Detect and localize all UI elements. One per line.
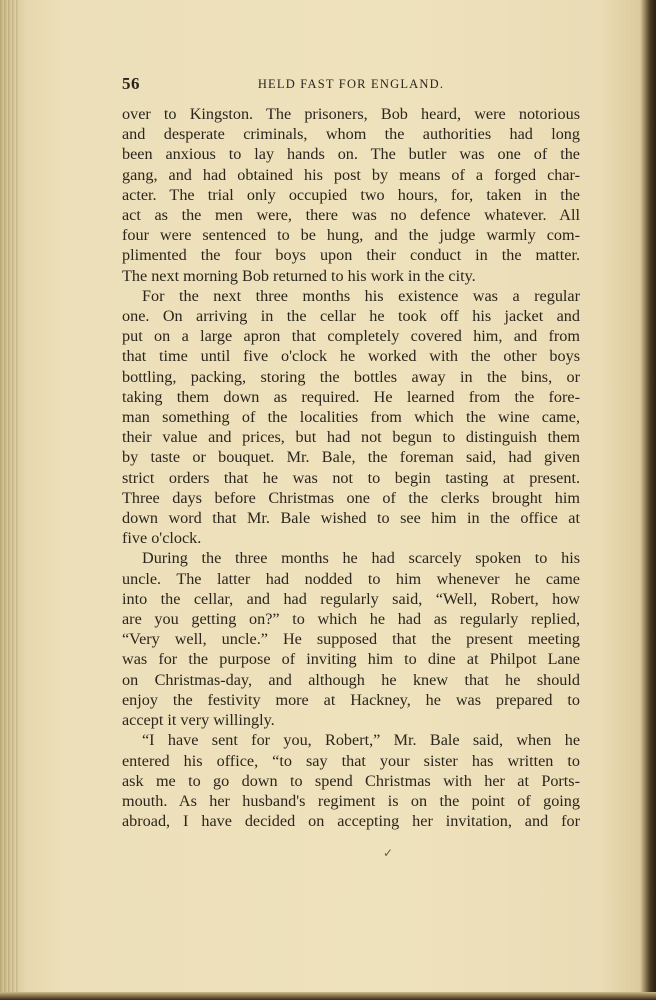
text-line: plimented the four boys upon their conduct in the matter. <box>122 246 580 265</box>
body-text <box>122 104 580 831</box>
text-line: “Very well, uncle.” He supposed that the present meeting <box>122 630 580 649</box>
text-line: The next morning Bob returned to his work in the city. <box>122 266 476 285</box>
text-line: their value and prices, but had not begun to distinguish them <box>122 428 580 447</box>
text-line: entered his office, “to say that your sister has written to <box>122 751 580 770</box>
text-line: accept it very willingly. <box>122 711 275 730</box>
text-line: four were sentenced to be hung, and the judge warmly com- <box>122 226 580 245</box>
page-gutter <box>0 0 18 1000</box>
text-line: taking them down as required. He learned from the fore- <box>122 387 580 406</box>
text-line: act as the men were, there was no defence whatever. All <box>122 206 580 225</box>
page-number: 56 <box>122 74 140 93</box>
text-line: gang, and had obtained his post by means of a forged char- <box>122 165 580 184</box>
text-line: mouth. As her husband's regiment is on the point of going <box>122 791 580 810</box>
text-line: Three days before Christmas one of the clerks brought him <box>122 488 580 507</box>
text-line: and desperate criminals, whom the authorities had long <box>122 125 580 144</box>
text-line: one. On arriving in the cellar he took off his jacket and <box>122 307 580 326</box>
text-line: strict orders that he was not to begin tasting at present. <box>122 468 580 487</box>
text-line: five o'clock. <box>122 529 202 548</box>
text-line: man something of the localities from which the wine came, <box>122 408 580 427</box>
ink-speck: ✓ <box>383 846 394 860</box>
text-line: are you getting on?” to which he had as regularly replied, <box>122 610 580 629</box>
text-line: acter. The trial only occupied two hours, for, taken in the <box>122 185 580 204</box>
page-header <box>122 74 580 94</box>
text-line: uncle. The latter had nodded to him whenever he came <box>122 569 580 588</box>
text-line: by taste or bouquet. Mr. Bale, the foreman said, had given <box>122 448 580 467</box>
text-line: enjoy the festivity more at Hackney, he was prepared to <box>122 690 580 709</box>
text-line: into the cellar, and had regularly said, “Well, Robert, how <box>122 589 580 608</box>
running-head: HELD FAST FOR ENGLAND. <box>257 77 445 91</box>
text-line: ask me to go down to spend Christmas with her at Ports- <box>122 771 580 790</box>
text-line: on Christmas-day, and although he knew that he should <box>122 670 580 689</box>
text-line: over to Kingston. The prisoners, Bob heard, were notorious <box>122 105 580 123</box>
text-line: bottling, packing, storing the bottles away in the bins, or <box>122 367 580 386</box>
text-line: down word that Mr. Bale wished to see him in the office at <box>122 509 580 528</box>
text-line: “I have sent for you, Robert,” Mr. Bale said, when he <box>142 731 580 750</box>
text-line: was for the purpose of inviting him to dine at Philpot Lane <box>122 650 580 669</box>
text-line: During the three months he had scarcely spoken to his <box>142 549 580 568</box>
text-line: For the next three months his existence was a regular <box>142 286 580 305</box>
text-line: abroad, I have decided on accepting her invitation, and for <box>122 812 580 831</box>
page-bottom-edge <box>0 992 656 1000</box>
text-line: been anxious to lay hands on. The butler was one of the <box>122 145 580 164</box>
text-line: that time until five o'clock he worked with the other boys <box>122 347 580 366</box>
text-line: put on a large apron that completely covered him, and from <box>122 327 580 346</box>
